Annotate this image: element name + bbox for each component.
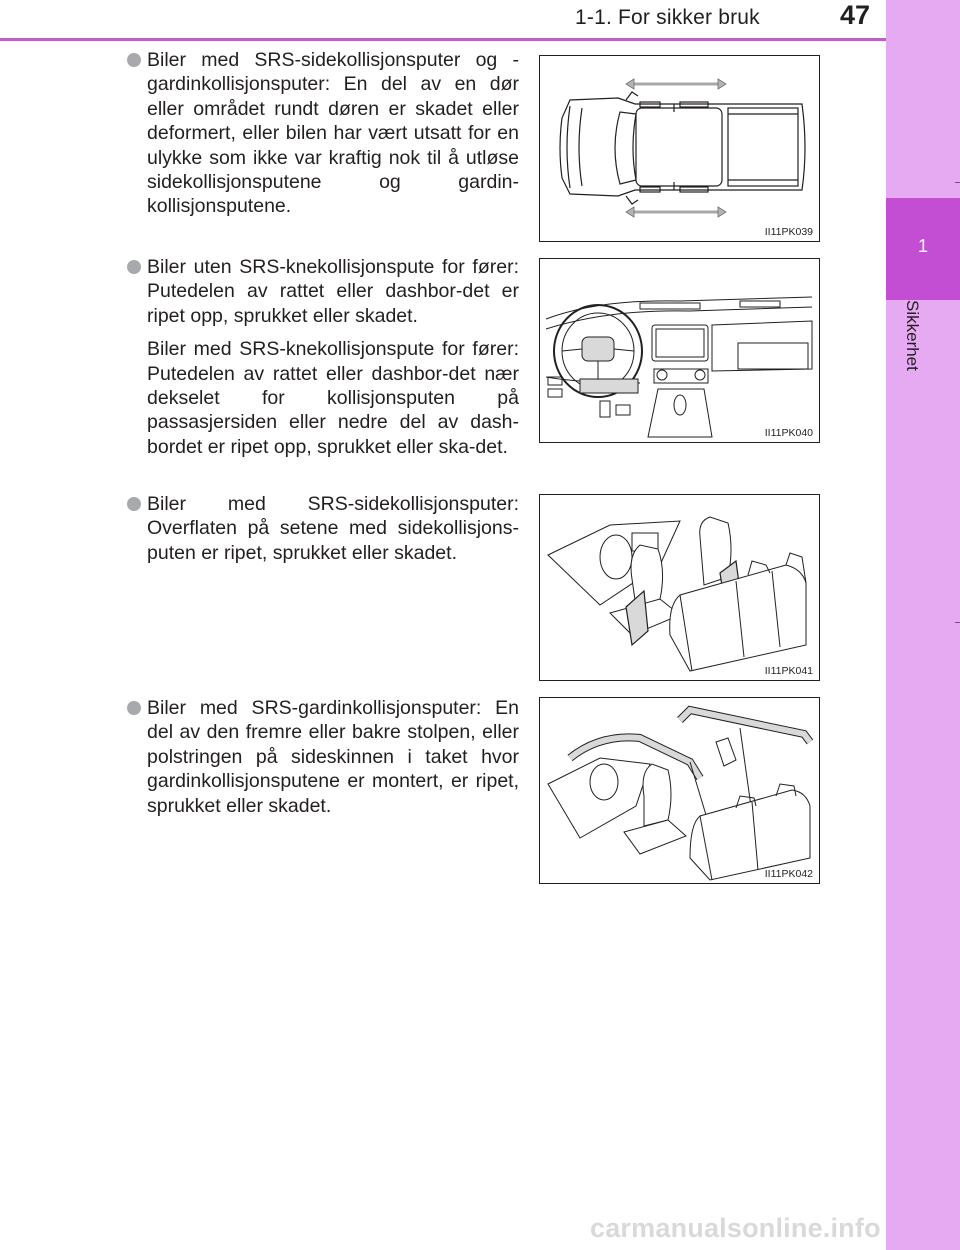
item-text: Biler med SRS-sidekollisjonsputer: Overflaten på setene med sidekollisjons-puten er ripet, sprukket eller skadet. xyxy=(147,493,519,564)
bullet-icon xyxy=(127,701,141,715)
figure-code: II11PK041 xyxy=(764,665,813,677)
figure-curtain-airbags xyxy=(539,697,820,884)
bullet-icon xyxy=(127,497,141,511)
header-rule xyxy=(0,38,886,41)
edge-crop-mark xyxy=(955,622,960,623)
chapter-name: Sikkerhet xyxy=(903,300,922,371)
figure-code: II11PK039 xyxy=(764,226,813,238)
item-text: Biler uten SRS-knekollisjonspute for fører: Putedelen av rattet eller dashbor-det er ripet opp, sprukket eller skadet. xyxy=(147,256,519,327)
figure-code: II11PK040 xyxy=(764,427,813,439)
list-item xyxy=(127,696,519,818)
figure-seats xyxy=(539,494,820,681)
figure-code: II11PK042 xyxy=(764,868,813,880)
figure-car-top-view xyxy=(539,55,820,242)
item-text: Biler med SRS-gardinkollisjonsputer: En del av den fremre eller bakre stolpen, eller polstringen på sideskinnen i taket hvor gardinkollisjonsputene er montert, er ripet, sprukket eller skadet. xyxy=(147,697,519,817)
item-paragraph xyxy=(127,696,519,818)
item-paragraph xyxy=(127,255,519,328)
item-paragraph xyxy=(127,492,519,565)
bullet-icon xyxy=(127,53,141,67)
watermark: carmanualsonline.info xyxy=(590,1213,881,1243)
figure-dashboard xyxy=(539,258,820,443)
bullet-icon xyxy=(127,260,141,274)
item-paragraph xyxy=(127,48,519,219)
section-title: 1-1. For sikker bruk xyxy=(575,6,760,29)
list-item xyxy=(127,48,519,219)
list-item xyxy=(127,255,519,459)
seats-illustration xyxy=(540,495,819,680)
side-tab-strip xyxy=(886,0,960,1250)
curtain-airbag-illustration xyxy=(540,698,819,883)
item-text: Biler med SRS-sidekollisjonsputer og -gardinkollisjonsputer: En del av en dør eller området rundt døren er skadet eller deformert, eller bilen har vært utsatt for en ulykke som ikke var kraftig nok til å utløse sidekollisjonsputene og gardin-kollisjonsputene. xyxy=(147,49,519,218)
edge-crop-mark xyxy=(955,182,960,183)
car-top-view-illustration xyxy=(540,56,819,241)
chapter-tab[interactable] xyxy=(886,198,960,300)
item-paragraph: Biler med SRS-knekollisjonspute for fører: Putedelen av rattet eller dashbor-det nær dekselet for kollisjonsputen på passasjersiden eller nedre del av dash-bordet er ripet opp, sprukket eller ska-det. xyxy=(147,338,519,458)
chapter-number: 1 xyxy=(917,236,928,256)
list-item xyxy=(127,492,519,565)
page-number: 47 xyxy=(840,0,871,30)
dashboard-illustration xyxy=(540,259,819,442)
